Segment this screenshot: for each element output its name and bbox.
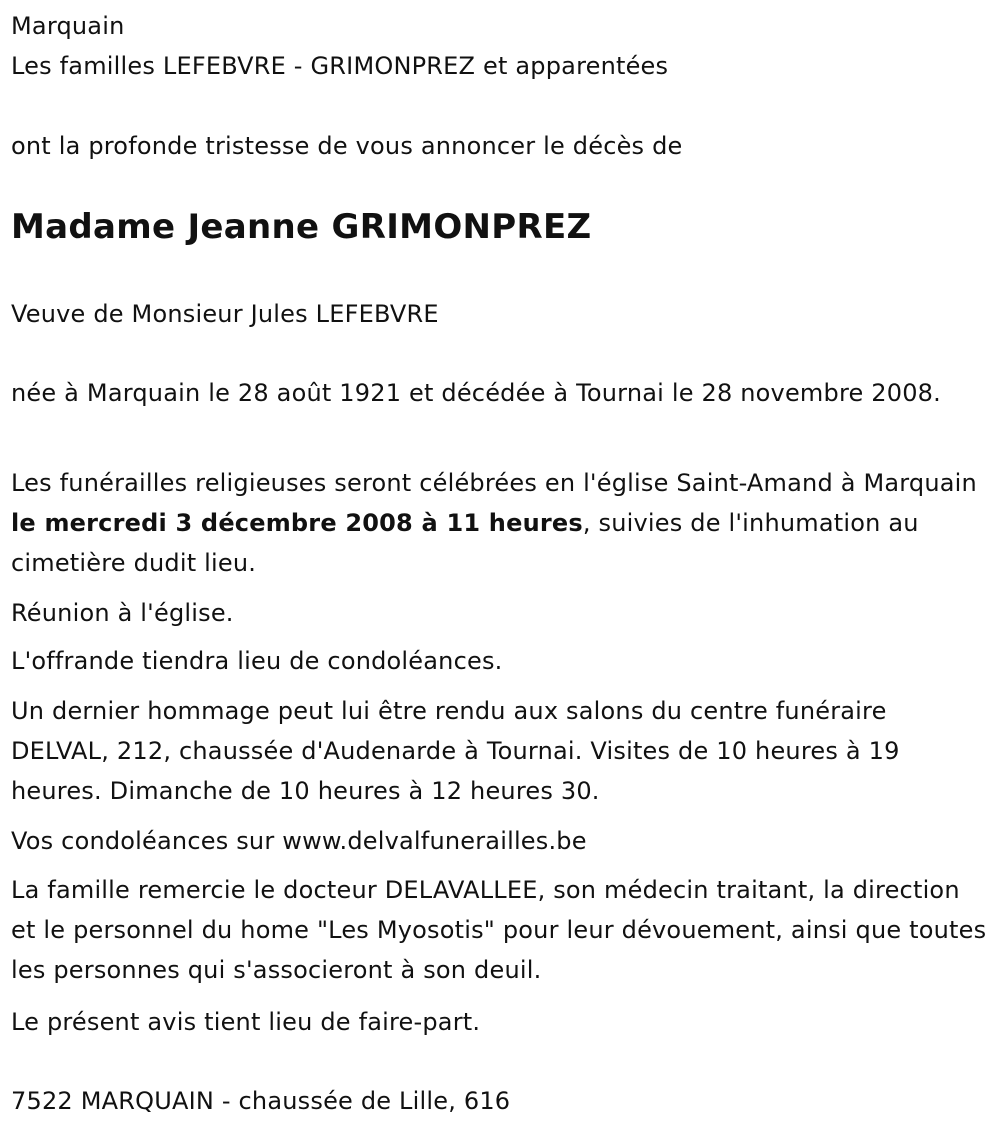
thanks-paragraph: La famille remercie le docteur DELAVALLEE, son médecin traitant, la direction et le personnel du home "Les Myosotis" pour leur dévouement, ainsi que toutes les personnes qui s'associeront à son deuil. [11,876,987,984]
birth-death-paragraph: née à Marquain le 28 août 1921 et décédée à Tournai le 28 novembre 2008. [11,379,941,407]
announcement-line: ont la profonde tristesse de vous annoncer le décès de [11,132,683,160]
widow-of-line: Veuve de Monsieur Jules LEFEBVRE [11,300,439,328]
funeral-date-time: le mercredi 3 décembre 2008 à 11 heures [11,509,583,537]
funeral-paragraph [11,463,986,583]
place-line: Marquain [11,12,125,40]
funeral-outro-text: , suivies de l'inhumation au cimetière dudit lieu. [11,509,919,577]
tribute-paragraph: Un dernier hommage peut lui être rendu aux salons du centre funéraire DELVAL, 212, chaussée d'Audenarde à Tournai. Visites de 10 heures à 19 heures. Dimanche de 10 heures à 12 heures 30. [11,697,900,805]
deceased-name-heading: Madame Jeanne GRIMONPREZ [11,207,592,247]
offering-line: L'offrande tiendra lieu de condoléances. [11,647,503,675]
family-address-line: 7522 MARQUAIN - chaussée de Lille, 616 [11,1087,511,1115]
funeral-intro-text: Les funérailles religieuses seront célébrées en l'église Saint-Amand à Marquain [11,469,977,497]
families-line: Les familles LEFEBVRE - GRIMONPREZ et apparentées [11,52,669,80]
meeting-line: Réunion à l'église. [11,599,234,627]
notice-line: Le présent avis tient lieu de faire-part. [11,1008,481,1036]
online-condolences-line: Vos condoléances sur www.delvalfunerailles.be [11,827,587,855]
